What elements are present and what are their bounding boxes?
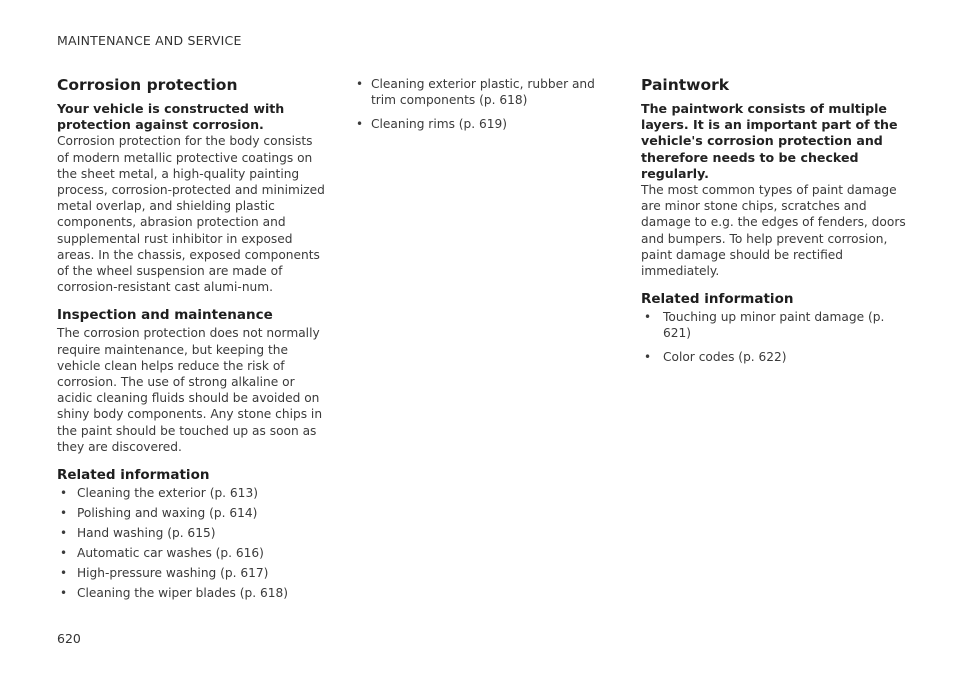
related-link[interactable]: • Cleaning rims (p. 619)	[356, 117, 508, 131]
related-link[interactable]: • Hand washing (p. 615)	[60, 526, 216, 541]
related-link[interactable]: • Color codes (p. 622)	[644, 350, 787, 365]
page-number: 620	[57, 631, 81, 646]
inspection-heading: Inspection and maintenance	[57, 307, 273, 324]
running-header: MAINTENANCE AND SERVICE	[57, 33, 242, 48]
bullet-icon: •	[60, 566, 68, 581]
related-heading: Related information	[57, 467, 210, 484]
related-heading: Related information	[641, 291, 794, 308]
bullet-icon: •	[60, 546, 68, 561]
bullet-icon: •	[644, 310, 652, 325]
section-title: Paintwork	[641, 76, 730, 94]
related-link[interactable]: • Cleaning the exterior (p. 613)	[60, 486, 258, 501]
bullet-icon: •	[356, 77, 364, 91]
related-link[interactable]: • Touching up minor paint damage (p. 621)	[644, 310, 885, 341]
bullet-icon: •	[644, 350, 652, 365]
paintwork-section	[641, 76, 909, 373]
bullet-icon: •	[60, 586, 68, 601]
section-body: The most common types of paint damage are minor stone chips, scratches and damage to e.g. the edges of fenders, doors and bumpers. To help prevent corrosion, paint damage should be rectified immediately.	[641, 183, 906, 279]
related-link[interactable]: • Polishing and waxing (p. 614)	[60, 506, 258, 521]
section-title: Corrosion protection	[57, 76, 238, 94]
corrosion-section	[57, 76, 325, 605]
related-list	[57, 485, 325, 601]
bullet-icon: •	[356, 117, 364, 131]
related-link[interactable]: • Cleaning exterior plastic, rubber and trim components (p. 618)	[356, 77, 595, 107]
section-body: Corrosion protection for the body consists of modern metallic protective coatings on the sheet metal, a high-quality painting process, corrosion-protected and minimized metal overlap, and shielding plastic components, abrasion protection and supplemental rust inhibitor in exposed areas. In the chassis, exposed components of the wheel suspension are made of corrosion-resistant cast alumi-num.	[57, 134, 325, 295]
related-list-continued	[353, 76, 621, 140]
related-link[interactable]: • Automatic car washes (p. 616)	[60, 546, 264, 561]
bullet-icon: •	[60, 526, 68, 541]
inspection-body: The corrosion protection does not normally require maintenance, but keeping the vehicle clean helps reduce the risk of corrosion. The use of strong alkaline or acidic cleaning fluids should be avoided on shiny body components. Any stone chips in the paint should be touched up as soon as they are discovered.	[57, 326, 323, 454]
bullet-icon: •	[60, 506, 68, 521]
section-lead: The paintwork consists of multiple layers. It is an important part of the vehicle's corrosion protection and therefore needs to be checked regularly.	[641, 101, 898, 181]
bullet-icon: •	[60, 486, 68, 501]
related-list	[641, 309, 909, 365]
section-lead: Your vehicle is constructed with protection against corrosion.	[57, 101, 285, 133]
related-link[interactable]: • Cleaning the wiper blades (p. 618)	[60, 586, 288, 601]
related-link[interactable]: • High-pressure washing (p. 617)	[60, 566, 269, 581]
